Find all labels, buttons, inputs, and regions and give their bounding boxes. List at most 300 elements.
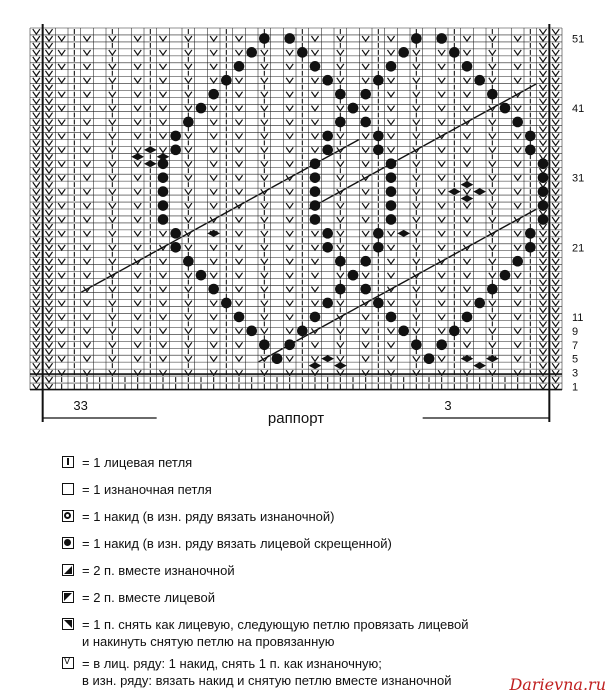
slip-yo-mark xyxy=(362,147,369,152)
slip-yo-mark xyxy=(489,259,496,264)
slip-yo-mark xyxy=(58,78,65,83)
slip-yo-mark xyxy=(235,273,242,278)
yarn-over-mark xyxy=(196,270,207,281)
slip-yo-mark xyxy=(83,161,90,166)
slip-yo-mark xyxy=(83,106,90,111)
slip-yo-mark xyxy=(552,308,559,313)
slip-yo-mark xyxy=(438,120,445,125)
slip-yo-mark xyxy=(539,266,546,271)
decrease-mark xyxy=(94,279,105,285)
slip-yo-mark xyxy=(109,106,116,111)
yarn-over-mark xyxy=(234,61,245,72)
row-number: 3 xyxy=(572,367,579,380)
slip-yo-mark xyxy=(58,273,65,278)
slip-yo-mark xyxy=(261,287,268,292)
slip-yo-mark xyxy=(45,349,52,354)
slip-yo-mark xyxy=(33,106,40,111)
yarn-over-mark xyxy=(322,298,333,309)
slip-yo-mark xyxy=(413,287,420,292)
slip-yo-mark xyxy=(489,328,496,333)
slip-yo-mark xyxy=(33,154,40,159)
yarn-over-mark xyxy=(322,242,333,253)
decrease-mark xyxy=(398,279,409,285)
yarn-over-mark xyxy=(386,200,397,211)
slip-yo-mark xyxy=(33,57,40,62)
slip-yo-mark xyxy=(539,29,546,34)
yarn-over-mark xyxy=(360,89,371,100)
slip-yo-mark xyxy=(413,120,420,125)
slip-yo-mark xyxy=(33,36,40,41)
row-number: 11 xyxy=(572,311,584,324)
slip-yo-mark xyxy=(539,328,546,333)
slip-yo-mark xyxy=(33,189,40,194)
slip-yo-mark xyxy=(552,120,559,125)
slip-yo-mark xyxy=(552,92,559,97)
slip-yo-mark xyxy=(552,154,559,159)
yarn-over-mark xyxy=(183,117,194,128)
slip-yo-mark xyxy=(413,259,420,264)
slip-yo-mark xyxy=(539,99,546,104)
repeat-start-number: 33 xyxy=(73,398,88,413)
slip-yo-mark xyxy=(413,106,420,111)
yarn-over-mark xyxy=(170,131,181,142)
slip-yo-mark xyxy=(134,78,141,83)
slip-yo-mark xyxy=(463,273,470,278)
slip-yo-mark xyxy=(45,106,52,111)
slip-yo-mark xyxy=(438,328,445,333)
slip-yo-icon: V xyxy=(62,657,74,669)
slip-yo-mark xyxy=(438,314,445,319)
slip-yo-mark xyxy=(210,133,217,138)
slip-yo-mark xyxy=(539,147,546,152)
slip-yo-mark xyxy=(539,301,546,306)
slip-yo-mark xyxy=(337,106,344,111)
slip-yo-mark xyxy=(210,120,217,125)
slip-yo-mark xyxy=(33,231,40,236)
slip-yo-mark xyxy=(362,273,369,278)
slip-yo-mark xyxy=(286,314,293,319)
yarn-over-twisted-mark xyxy=(144,146,157,153)
slip-yo-mark xyxy=(83,259,90,264)
slip-yo-mark xyxy=(134,147,141,152)
slip-yo-mark xyxy=(109,217,116,222)
yarn-over-twisted-mark xyxy=(473,188,486,195)
slip-yo-mark xyxy=(45,182,52,187)
slip-yo-mark xyxy=(362,217,369,222)
slip-yo-mark xyxy=(438,147,445,152)
slip-yo-mark xyxy=(337,356,344,361)
slip-yo-mark xyxy=(45,113,52,118)
slip-yo-mark xyxy=(33,252,40,257)
yarn-over-mark xyxy=(500,103,511,114)
slip-yo-mark xyxy=(438,50,445,55)
slip-yo-mark xyxy=(514,175,521,180)
slip-yo-mark xyxy=(235,287,242,292)
slip-yo-mark xyxy=(463,147,470,152)
slip-yo-mark xyxy=(33,224,40,229)
slip-yo-mark xyxy=(311,231,318,236)
yarn-over-mark xyxy=(335,117,346,128)
slip-yo-mark xyxy=(235,161,242,166)
slip-yo-mark xyxy=(109,203,116,208)
yarn-over-mark xyxy=(386,214,397,225)
yarn-over-mark xyxy=(487,284,498,295)
slip-yo-mark xyxy=(45,308,52,313)
slip-yo-mark xyxy=(83,64,90,69)
slip-yo-mark xyxy=(539,127,546,132)
slip-yo-mark xyxy=(235,328,242,333)
slip-yo-mark xyxy=(159,64,166,69)
slip-yo-mark xyxy=(134,106,141,111)
yarn-over-twisted-mark xyxy=(397,230,410,237)
decrease-mark xyxy=(347,140,358,146)
slip-yo-mark xyxy=(58,231,65,236)
slip-yo-mark xyxy=(539,349,546,354)
slip-yo-mark xyxy=(83,328,90,333)
slip-yo-mark xyxy=(552,259,559,264)
slip-yo-mark xyxy=(45,210,52,215)
yarn-over-mark xyxy=(322,228,333,239)
slip-yo-mark xyxy=(539,36,546,41)
slip-yo-mark xyxy=(45,287,52,292)
slip-yo-mark xyxy=(539,120,546,125)
slip-yo-mark xyxy=(58,106,65,111)
slip-yo-mark xyxy=(45,78,52,83)
slip-yo-mark xyxy=(387,342,394,347)
slip-yo-mark xyxy=(539,280,546,285)
row-number: 1 xyxy=(572,381,579,394)
slip-yo-mark xyxy=(210,328,217,333)
slip-yo-mark xyxy=(33,377,40,382)
legend-item xyxy=(62,535,392,553)
slip-yo-mark xyxy=(109,259,116,264)
slip-yo-mark xyxy=(83,245,90,250)
slip-yo-mark xyxy=(311,106,318,111)
yarn-over-mark xyxy=(234,312,245,323)
repeat-end-number: 3 xyxy=(444,398,452,413)
slip-yo-mark xyxy=(33,71,40,76)
slip-yo-mark xyxy=(185,36,192,41)
yarn-over-mark xyxy=(322,75,333,86)
slip-yo-mark xyxy=(261,328,268,333)
slip-yo-mark xyxy=(45,203,52,208)
decrease-mark xyxy=(246,195,257,201)
slip-yo-mark xyxy=(463,106,470,111)
slip-yo-mark xyxy=(463,92,470,97)
slip-yo-mark xyxy=(134,133,141,138)
slip-yo-mark xyxy=(552,189,559,194)
yarn-over-mark xyxy=(398,47,409,58)
slip-yo-mark xyxy=(45,120,52,125)
slip-yo-mark xyxy=(463,301,470,306)
slip-yo-mark xyxy=(286,133,293,138)
slip-yo-mark xyxy=(552,342,559,347)
slip-yo-mark xyxy=(33,287,40,292)
slip-yo-mark xyxy=(552,301,559,306)
slip-yo-mark xyxy=(286,203,293,208)
slip-yo-mark xyxy=(413,92,420,97)
slip-yo-mark xyxy=(514,301,521,306)
slip-yo-mark xyxy=(210,314,217,319)
slip-yo-mark xyxy=(552,280,559,285)
slip-yo-mark xyxy=(539,140,546,145)
slip-yo-mark xyxy=(539,85,546,90)
slip-yo-mark xyxy=(134,245,141,250)
slip-yo-mark xyxy=(33,168,40,173)
slip-yo-mark xyxy=(489,203,496,208)
yarn-over-mark xyxy=(373,228,384,239)
slip-yo-mark xyxy=(58,259,65,264)
slip-yo-mark xyxy=(134,92,141,97)
slip-yo-mark xyxy=(45,231,52,236)
slip-yo-mark xyxy=(337,273,344,278)
slip-yo-mark xyxy=(552,238,559,243)
row-number: 41 xyxy=(572,103,585,116)
yarn-over-mark xyxy=(386,172,397,183)
slip-yo-mark xyxy=(362,50,369,55)
slip-yo-mark xyxy=(185,245,192,250)
slip-yo-mark xyxy=(438,106,445,111)
slip-yo-mark xyxy=(185,287,192,292)
slip-yo-mark xyxy=(33,342,40,347)
slip-yo-mark xyxy=(387,147,394,152)
slip-yo-mark xyxy=(185,189,192,194)
yarn-over-mark xyxy=(170,242,181,253)
slip-yo-mark xyxy=(552,245,559,250)
slip-yo-mark xyxy=(261,106,268,111)
slip-yo-mark xyxy=(286,273,293,278)
slip-yo-mark xyxy=(463,217,470,222)
slip-yo-mark xyxy=(159,106,166,111)
legend-text: = 1 накид (в изн. ряду вязать лицевой скрещенной) xyxy=(82,536,392,551)
slip-yo-mark xyxy=(514,36,521,41)
slip-yo-mark xyxy=(83,217,90,222)
slip-yo-mark xyxy=(33,29,40,34)
slip-yo-mark xyxy=(552,349,559,354)
slip-yo-mark xyxy=(413,356,420,361)
yarn-over-mark xyxy=(322,131,333,142)
yarn-over-mark xyxy=(158,200,169,211)
slip-yo-mark xyxy=(489,273,496,278)
slip-yo-mark xyxy=(387,273,394,278)
legend-item xyxy=(62,616,469,649)
slip-yo-mark xyxy=(159,342,166,347)
slip-yo-mark xyxy=(286,287,293,292)
slip-yo-mark xyxy=(552,113,559,118)
yarn-over-mark xyxy=(360,256,371,267)
slip-yo-mark xyxy=(413,328,420,333)
slip-yo-mark xyxy=(45,85,52,90)
slip-yo-mark xyxy=(58,161,65,166)
slip-yo-mark xyxy=(413,50,420,55)
slip-yo-mark xyxy=(33,245,40,250)
slip-yo-mark xyxy=(45,57,52,62)
yarn-over-purl-icon xyxy=(62,510,74,522)
slip-yo-mark xyxy=(539,287,546,292)
slip-yo-mark xyxy=(552,224,559,229)
slip-yo-mark xyxy=(286,92,293,97)
slip-yo-mark xyxy=(552,106,559,111)
yarn-over-mark xyxy=(348,270,359,281)
k2tog-knit-icon xyxy=(62,591,74,603)
watermark: Darievna.ru xyxy=(509,675,606,694)
slip-yo-mark xyxy=(235,36,242,41)
slip-yo-mark xyxy=(463,36,470,41)
yarn-over-mark xyxy=(373,145,384,156)
slip-yo-mark xyxy=(438,189,445,194)
slip-yo-mark xyxy=(185,64,192,69)
yarn-over-twisted-mark xyxy=(144,160,157,167)
slip-yo-mark xyxy=(109,314,116,319)
slip-yo-mark xyxy=(489,245,496,250)
slip-yo-mark xyxy=(134,217,141,222)
slip-yo-mark xyxy=(109,301,116,306)
slip-yo-mark xyxy=(539,113,546,118)
legend-item xyxy=(62,508,334,526)
slip-yo-mark xyxy=(489,175,496,180)
slip-yo-mark xyxy=(552,321,559,326)
slip-yo-mark xyxy=(83,203,90,208)
slip-yo-mark xyxy=(109,161,116,166)
slip-yo-mark xyxy=(552,231,559,236)
slip-yo-mark xyxy=(33,356,40,361)
slip-yo-mark xyxy=(261,50,268,55)
slip-yo-mark xyxy=(387,301,394,306)
slip-yo-mark xyxy=(413,217,420,222)
slip-yo-mark xyxy=(159,120,166,125)
slip-yo-mark xyxy=(45,71,52,76)
slip-yo-mark xyxy=(552,78,559,83)
slip-yo-mark xyxy=(45,196,52,201)
slip-yo-mark xyxy=(539,50,546,55)
slip-yo-mark xyxy=(286,50,293,55)
yarn-over-mark xyxy=(538,172,549,183)
slip-yo-mark xyxy=(134,342,141,347)
slip-yo-mark xyxy=(109,231,116,236)
slip-yo-mark xyxy=(489,301,496,306)
slip-yo-mark xyxy=(109,36,116,41)
slip-yo-mark xyxy=(539,57,546,62)
slip-yo-mark xyxy=(235,342,242,347)
decrease-mark xyxy=(398,154,409,160)
slip-yo-mark xyxy=(33,273,40,278)
decrease-mark xyxy=(195,223,206,229)
slip-yo-mark xyxy=(33,301,40,306)
slip-yo-mark xyxy=(33,133,40,138)
slip-yo-mark xyxy=(33,50,40,55)
slip-yo-mark xyxy=(83,120,90,125)
legend-item xyxy=(62,454,192,472)
slip-yo-mark xyxy=(438,273,445,278)
slip-yo-mark xyxy=(45,328,52,333)
slip-yo-mark xyxy=(109,189,116,194)
slip-yo-mark xyxy=(33,161,40,166)
slip-yo-mark xyxy=(45,140,52,145)
slip-yo-mark xyxy=(552,356,559,361)
slip-yo-mark xyxy=(552,384,559,389)
yarn-over-mark xyxy=(373,75,384,86)
slip-yo-mark xyxy=(83,50,90,55)
slip-yo-mark xyxy=(235,217,242,222)
yarn-over-mark xyxy=(373,131,384,142)
slip-yo-mark xyxy=(514,106,521,111)
slip-yo-mark xyxy=(337,36,344,41)
slip-yo-mark xyxy=(489,36,496,41)
slip-yo-mark xyxy=(58,120,65,125)
slip-yo-mark xyxy=(311,356,318,361)
slip-yo-mark xyxy=(159,314,166,319)
slip-yo-mark xyxy=(235,245,242,250)
slip-yo-mark xyxy=(463,189,470,194)
slip-yo-mark xyxy=(45,147,52,152)
slip-yo-mark xyxy=(33,85,40,90)
slip-yo-mark xyxy=(210,245,217,250)
slip-yo-mark xyxy=(210,106,217,111)
slip-yo-mark xyxy=(489,314,496,319)
slip-yo-mark xyxy=(83,36,90,41)
slip-yo-mark xyxy=(58,92,65,97)
slip-yo-mark xyxy=(539,43,546,48)
row-number: 7 xyxy=(572,339,579,352)
slip-yo-mark xyxy=(539,342,546,347)
slip-yo-mark xyxy=(109,356,116,361)
slip-yo-mark xyxy=(33,294,40,299)
slip-yo-mark xyxy=(552,147,559,152)
slip-yo-mark xyxy=(286,189,293,194)
yarn-over-mark xyxy=(170,145,181,156)
slip-yo-mark xyxy=(387,120,394,125)
slip-yo-mark xyxy=(552,127,559,132)
yarn-over-mark xyxy=(538,214,549,225)
slip-yo-mark xyxy=(58,147,65,152)
slip-yo-mark xyxy=(83,314,90,319)
slip-yo-mark xyxy=(45,43,52,48)
slip-yo-mark xyxy=(362,133,369,138)
slip-yo-mark xyxy=(159,36,166,41)
yarn-over-mark xyxy=(386,61,397,72)
yarn-over-mark xyxy=(272,353,283,364)
legend-item xyxy=(62,562,235,580)
slip-yo-mark xyxy=(552,294,559,299)
slip-yo-mark xyxy=(539,259,546,264)
slip-yo-mark xyxy=(552,29,559,34)
yarn-over-mark xyxy=(462,312,473,323)
slip-yo-mark xyxy=(311,120,318,125)
slip-yo-mark xyxy=(210,175,217,180)
slip-yo-mark xyxy=(552,210,559,215)
slip-yo-mark xyxy=(261,78,268,83)
yarn-over-twisted-mark xyxy=(157,153,170,160)
slip-yo-mark xyxy=(514,328,521,333)
yarn-over-mark xyxy=(525,242,536,253)
slip-yo-mark xyxy=(210,36,217,41)
slip-yo-mark xyxy=(311,133,318,138)
slip-yo-mark xyxy=(337,133,344,138)
slip-yo-mark xyxy=(45,133,52,138)
slip-yo-mark xyxy=(514,78,521,83)
slip-yo-mark xyxy=(463,328,470,333)
psso-icon xyxy=(62,618,74,630)
legend-item xyxy=(62,655,452,688)
slip-yo-mark xyxy=(58,328,65,333)
slip-yo-mark xyxy=(45,161,52,166)
slip-yo-mark xyxy=(463,161,470,166)
slip-yo-mark xyxy=(185,92,192,97)
yarn-over-mark xyxy=(284,33,295,44)
slip-yo-mark xyxy=(261,217,268,222)
slip-yo-mark xyxy=(235,50,242,55)
slip-yo-mark xyxy=(438,203,445,208)
